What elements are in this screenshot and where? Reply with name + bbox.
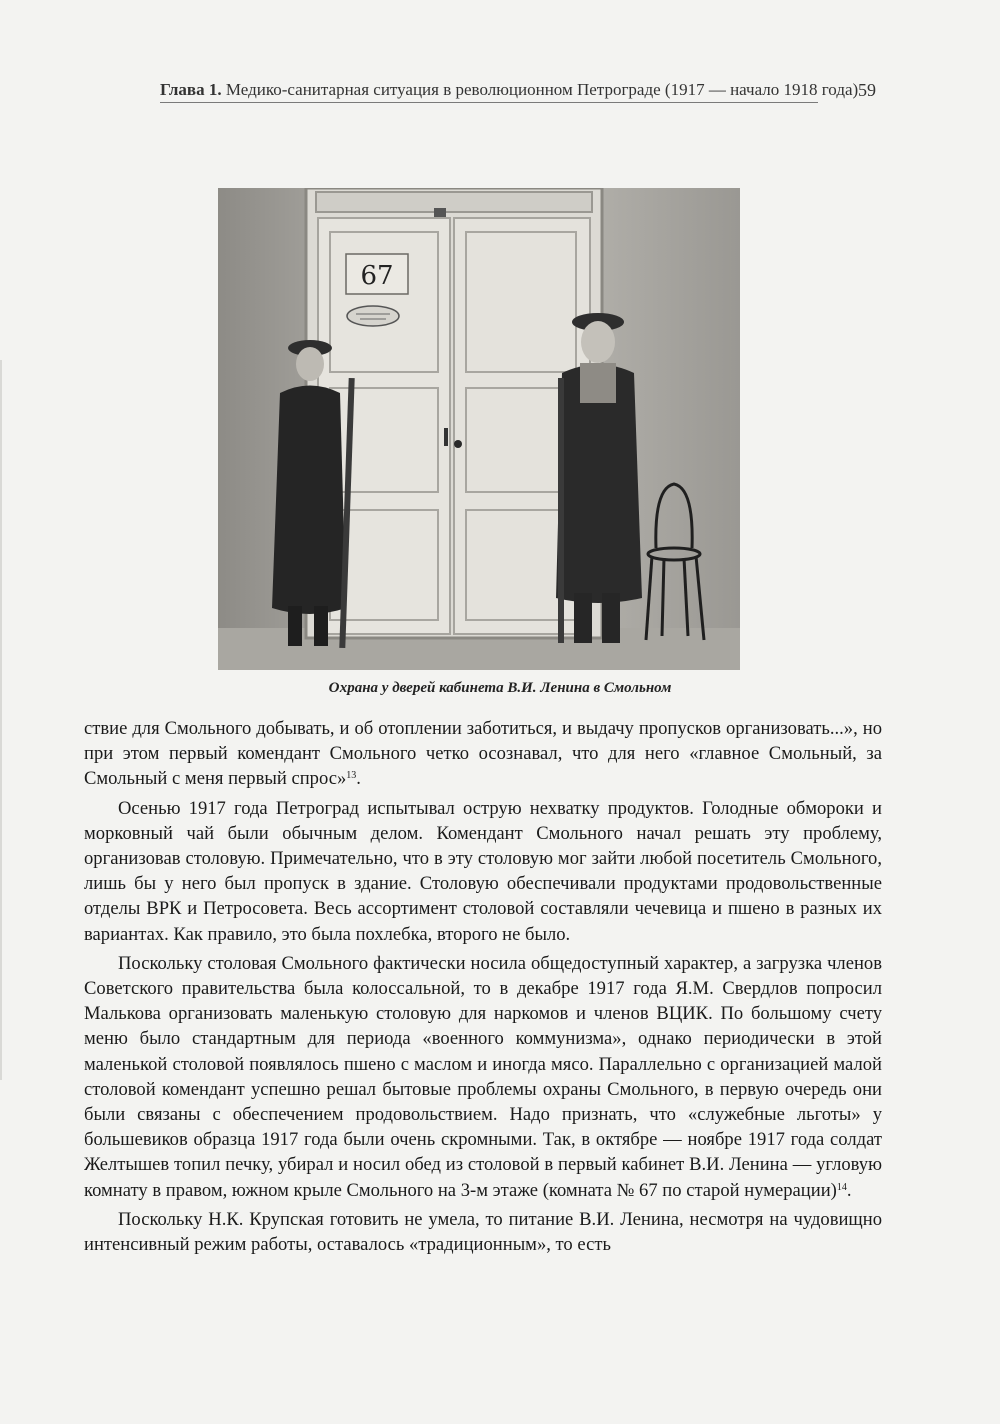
page-number: 59 <box>858 80 876 100</box>
paragraph-1 <box>84 716 882 792</box>
chapter-label: Глава 1. <box>160 80 222 99</box>
paragraph-text: Осенью 1917 года Петроград испытывал острую нехватку продуктов. Голодные обмороки и морковный чай были обычным делом. Комендант Смольного начал решать эту проблему, организовав столовую. Примечательно, что в эту столовую мог зайти любой посетитель Смольного, лишь бы у него был пропуск в здание. Столовую обеспечивали продуктами продовольственные отделы ВРК и Петросовета. Весь ассортимент столовой составляли чечевица и пшено в разных их вариантах. Как правило, это была похлебка, второго не было. <box>84 797 882 945</box>
door-number: 67 <box>360 261 394 291</box>
paragraph-4 <box>84 1207 882 1257</box>
paragraph-end: . <box>356 768 361 790</box>
paragraph-text: Поскольку столовая Смольного фактически носила общедоступный характер, а загрузка членов Советского правительства была колоссальной, то в декабре 1917 года Я.М. Свердлов попросил Малькова организовать маленькую столовую для наркомов и членов ВЦИК. По большому счету меню было стандартным для периода «военного коммунизма», однако периодически в этой маленькой столовой появлялось пшено с маслом и иногда мясо. Параллельно с организацией малой столовой комендант успешно решал бытовые проблемы охраны Смольного, в первую очередь они были связаны с обеспечением продовольствием. Надо признать, что «служебные льготы» у большевиков образца 1917 года были очень скромными. Так, в октябре — ноябре 1917 года солдат Желтышев топил печку, убирал и носил обед из столовой в первый кабинет В.И. Ленина — угловую комнату в правом, южном крыле Смольного на 3-м этаже (комната № 67 по старой нумерации) <box>84 952 882 1201</box>
footnote-ref: 14 <box>836 1181 847 1193</box>
photograph <box>218 188 740 670</box>
header-rule <box>160 102 818 103</box>
body-text <box>84 716 882 1257</box>
figure-caption: Охрана у дверей кабинета В.И. Ленина в Смольном <box>328 680 672 696</box>
photo-illustration <box>218 188 740 670</box>
paragraph-text: ствие для Смольного добывать, и об отоплении заботиться, и выдачу пропусков организовать...», но при этом первый комендант Смольного четко осознавал, что для него «главное Смольный, за Смольный с меня первый спрос» <box>84 718 882 790</box>
paragraph-3 <box>84 951 882 1203</box>
paragraph-end: . <box>846 1179 852 1201</box>
paragraph-2 <box>84 796 882 947</box>
running-head <box>160 80 880 104</box>
chapter-title: Медико-санитарная ситуация в революционном Петрограде (1917 — начало 1918 года) <box>225 80 859 99</box>
page-edge-shadow <box>0 360 2 1080</box>
footnote-ref: 13 <box>346 770 357 782</box>
paragraph-text: Поскольку Н.К. Крупская готовить не умела, то питание В.И. Ленина, несмотря на чудовищно интенсивный режим работы, оставалось «традиционным», то есть <box>84 1208 882 1256</box>
